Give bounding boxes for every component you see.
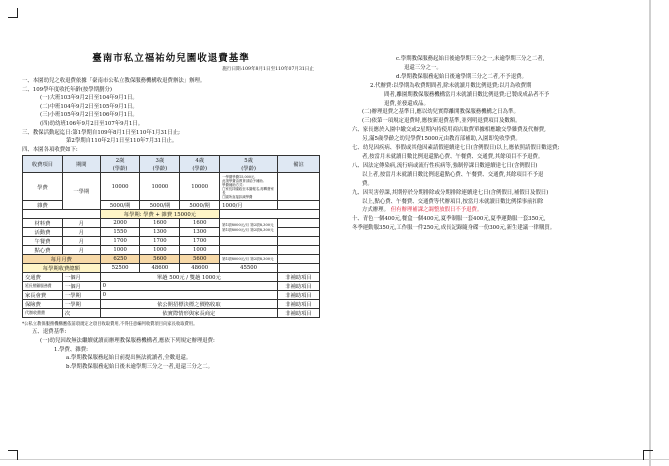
clause-r2: 2.代辦費:以學期為收費期間者,除未就讀月數比例退費;以月為收費期 (370, 82, 532, 89)
clause-6-cont: 另,滿5歲學齡之幼兒學費15000元由教育部補助,入園即免收學費。 (362, 136, 521, 143)
lunch-age-5 (220, 237, 278, 246)
row-label-material: 材料費 (23, 219, 63, 228)
snack-age-5 (220, 246, 278, 255)
row-label-extended: 延長照顧服務費 (23, 282, 63, 291)
clause-5-1: (一)幼兒因故無法繼續就讀而辦理教保服務機構者,應依下列規定辦理退費: (40, 337, 215, 344)
clause-r2-cont: 間者,離園期教保服務機構當月未就讀日數比例退費;已製成成品者不予 (384, 91, 550, 98)
clause-9: 九、因災害停課,其期停於分期排除或分期排除連續達七日(含例假日,補假日及假日) (352, 189, 549, 196)
activity-age-3: 1300 (140, 228, 180, 237)
clause-5-1-1: 1.學費、雜費: (54, 346, 88, 353)
sem-fee-age-4: 48600 (180, 264, 220, 273)
clause-5-1-a: a.學期教保服務起始日前提出無法就讀者,全數退還。 (66, 355, 192, 362)
lunch-age-4: 1700 (180, 237, 220, 246)
table-row (23, 273, 320, 282)
snack-age-3: 1000 (140, 246, 180, 255)
misc-age-4: 5000/期 (180, 201, 220, 210)
snack-age-2: 1000 (100, 246, 140, 255)
clause-8-cont2: 費。 (362, 180, 373, 187)
month-fee-age-2: 6250 (100, 255, 140, 264)
fee-table (22, 155, 320, 318)
left-column (22, 50, 320, 371)
crop-mark-top-left (8, 8, 18, 18)
table-row (23, 309, 320, 318)
tuition-age-4: 10000 (180, 173, 220, 201)
table-header-row (23, 156, 320, 173)
transport-note: 非補助項目 (278, 273, 320, 282)
table-row (23, 173, 320, 201)
clause-5-1-b: b.學期教保服務起始日後未逾學期三分之一者,退還三分之二。 (66, 363, 214, 370)
header-age-3: 3歲 (學齡) (140, 156, 180, 173)
page-edge-bottom (0, 459, 669, 460)
snack-note (278, 246, 320, 255)
row-label-lunch: 午餐費 (23, 237, 63, 246)
page-edge-right (649, 0, 651, 466)
table-row (23, 255, 320, 264)
tuition-period: 一學期 (62, 173, 100, 210)
tuition-note (278, 173, 320, 201)
table-row (23, 246, 320, 255)
row-label-other: 代辦收費費 (23, 309, 63, 318)
material-age-3: 1600 (140, 219, 180, 228)
header-item: 收費項目 (23, 156, 63, 173)
header-age-4: 4歲 (學齡) (180, 156, 220, 173)
month-fee-age-5-note: 第1項8000元/月 第2項8,300元 (220, 255, 278, 264)
clause-9-method: 方式辦理。 (362, 207, 389, 214)
material-age-2: 2000 (100, 219, 140, 228)
misc-age-5: 1000/月 (220, 201, 278, 210)
clause-r4: (三)依第一項規定退費時,應按新退費基準,並列明退費項目及數額。 (362, 118, 521, 125)
lunch-age-2: 1700 (100, 237, 140, 246)
clause-2: 二、109學年度收托年齡(按學期劃分) (22, 86, 112, 93)
parent-value: 0 (100, 291, 277, 300)
clause-9-exception: 但有辦理補課之調整放假日不予退費。 (390, 207, 483, 214)
header-note: 備註 (278, 156, 320, 173)
lunch-note (278, 237, 320, 246)
clause-8: 八、因法定傳染病,流行病或流行性疾病等,強制停課日數連續達七日(含例假日) (352, 162, 538, 169)
header-age-2: 2歲 (學齡) (100, 156, 140, 173)
tuition-age-3: 10000 (140, 173, 180, 201)
month-fee-note (278, 255, 320, 264)
header-period: 期間 (62, 156, 100, 173)
clause-8-cont: 以上者,按當月未就讀日數比例退還點心費、午餐費、交通費,其餘項目不予退 (362, 171, 544, 178)
insurance-period: 一學期 (62, 300, 100, 309)
clause-c: c.學期教保服務起始日後逾學期三分之一,未逾學期三分之二者, (396, 56, 545, 62)
row-label-misc: 雜費 (23, 201, 63, 210)
snack-period: 月 (62, 246, 100, 255)
extended-period: 一個月 (62, 282, 100, 291)
activity-age-2: 1550 (100, 228, 140, 237)
row-label-parent: 家長會費 (23, 291, 63, 300)
row-label-transport: 交通費 (23, 273, 63, 282)
clause-2-4: (四)幼幼班106年9月2日至107年9月1日。 (40, 120, 144, 127)
document-title: 臺南市私立福祐幼兒園收退費基準 (92, 53, 250, 64)
sem-fee-age-3: 48600 (140, 264, 180, 273)
clause-4: 四、本園各項收費如下: (22, 146, 78, 153)
crop-mark-bottom-left (8, 450, 18, 460)
table-row (23, 264, 320, 273)
clause-7: 七、幼兒因疾病、事假或其他因素請假連續達七日(含例假日)以上,應依照請假日數退費; (352, 145, 560, 152)
transport-period: 一個月 (62, 273, 100, 282)
effective-date: 施行日期:109年8月1日至110年07月31日止 (222, 67, 314, 72)
misc-age-3: 5000/期 (140, 201, 180, 210)
material-age-5-note: 第1項8000元/月 第2項8,300元 第1項8000元/月 第2項8,300元 (220, 219, 278, 237)
month-fee-age-4: 5600 (180, 255, 220, 264)
transport-desc: 單趟 500元 / 雙趟 1000元 (100, 273, 277, 282)
row-label-insurance: 保險費 (23, 300, 63, 309)
row-label-sem-fee: 每學期收費總額 (23, 264, 101, 273)
table-row (23, 282, 320, 291)
month-fee-age-3: 5600 (140, 255, 180, 264)
clause-6: 六、家長應於入園中繳交或2星期內持使用商店取費單據相應繳交學雜費及代辦費, (352, 127, 546, 134)
clause-r3: (二)辦理退費之基準日,應以幼兒實際離開教保服務機構之日為準。 (362, 109, 519, 116)
lunch-period: 月 (62, 237, 100, 246)
crop-mark-bottom-right (643, 450, 653, 460)
misc-note (278, 201, 320, 210)
clause-10: 十、青色一個400元,餐盒一個400元,夏季制服一套400元,夏季運動服一套350元, (352, 216, 546, 223)
clause-7-cont: 者,按當月未就讀日數比例退還點心費、午餐費、交通費,其餘項目不予退費。 (362, 153, 544, 160)
parent-note: 非補助項目 (278, 291, 320, 300)
parent-period: 一學期 (62, 291, 100, 300)
activity-age-4: 1300 (180, 228, 220, 237)
extended-value: 0 (100, 282, 277, 291)
row-label-activity: 活動費 (23, 228, 63, 237)
clause-r2-cont2: 退費,並發還成品。 (384, 100, 429, 107)
clause-2-2: (二)中班104年9月2日至105年9月1日。 (40, 103, 138, 110)
tuition-age-5-note: 一學期學費15,000元, 此項學費由教育部給予補助, 學費補助方式: □家長持園政至本園報名,再轉發家長 □園所直接扣減學費 (220, 173, 278, 201)
row-label-month-fee: 每月月費 (23, 255, 101, 264)
table-row (23, 210, 320, 219)
other-note: 非補助項目 (278, 309, 320, 318)
table-row (23, 291, 320, 300)
clause-3: 三、教保活動起迄日:第1學期自109年8月1日至110年1月31日止; (22, 129, 180, 136)
material-note (278, 219, 320, 228)
insurance-desc: 依公開招標決標之價格收取 (100, 300, 277, 309)
activity-note (278, 228, 320, 237)
clause-c-cont: 退還三分之一。 (404, 64, 442, 71)
misc-age-2: 5000/期 (100, 201, 140, 210)
material-age-4: 1600 (180, 219, 220, 228)
sem-total-blank-right (220, 210, 320, 219)
clause-5: 五、退費基準: (32, 329, 67, 336)
semester-total: 每學期: 學費 + 雜費 15000元 (100, 210, 219, 219)
clause-2-3: (三)小班105年9月2日至106年9月1日。 (40, 112, 138, 119)
clause-9-cont: 以上,點心費、午餐費、交通費等代辦項目,按當月未就讀日數比例採事前扣除 (362, 198, 544, 205)
clause-2-1: (一)大班103年9月2日至104年9月1日。 (40, 95, 138, 102)
extended-note: 非補助項目 (278, 282, 320, 291)
table-row (23, 237, 320, 246)
header-age-5: 5歲 (學齡) (220, 156, 278, 173)
row-label-tuition: 學費 (23, 173, 63, 201)
snack-age-4: 1000 (180, 246, 220, 255)
row-label-snack: 點心費 (23, 246, 63, 255)
other-period: 次 (62, 309, 100, 318)
other-desc: 依實際情形與家長商定 (100, 309, 277, 318)
activity-period: 月 (62, 228, 100, 237)
clause-d: d.學期教保服務起始日後逾學期三分之二者,不予退費。 (396, 73, 527, 80)
lunch-age-3: 1700 (140, 237, 180, 246)
table-row (23, 300, 320, 309)
material-period: 月 (62, 219, 100, 228)
sem-total-blank (23, 210, 101, 219)
clause-3-second: 第2學期自110年2月1日至110年7月31日止。 (66, 138, 178, 145)
clause-10-cont: 冬季運動服350元,工作服一件250元,成長記錄隨身碟一份300元,新生建議一律購買。 (352, 225, 556, 232)
sem-fee-age-2: 52500 (100, 264, 140, 273)
insurance-note: 非補助項目 (278, 300, 320, 309)
table-footnote: *公私立教保服務機構應依前項規定之項目收取費用,不得任意編列收費項目向家長收取費用。 (22, 322, 198, 328)
sem-fee-age-5: 45500 (220, 264, 278, 273)
table-row (23, 219, 320, 228)
clause-9-cont2 (352, 206, 644, 215)
tuition-age-2: 10000 (100, 173, 140, 201)
sem-fee-note (278, 264, 320, 273)
clause-1: 一、本園幼兒之收退費依據「臺南市公私立教保服務機構收退費辦法」辦理。 (22, 78, 206, 84)
right-column (352, 55, 644, 233)
